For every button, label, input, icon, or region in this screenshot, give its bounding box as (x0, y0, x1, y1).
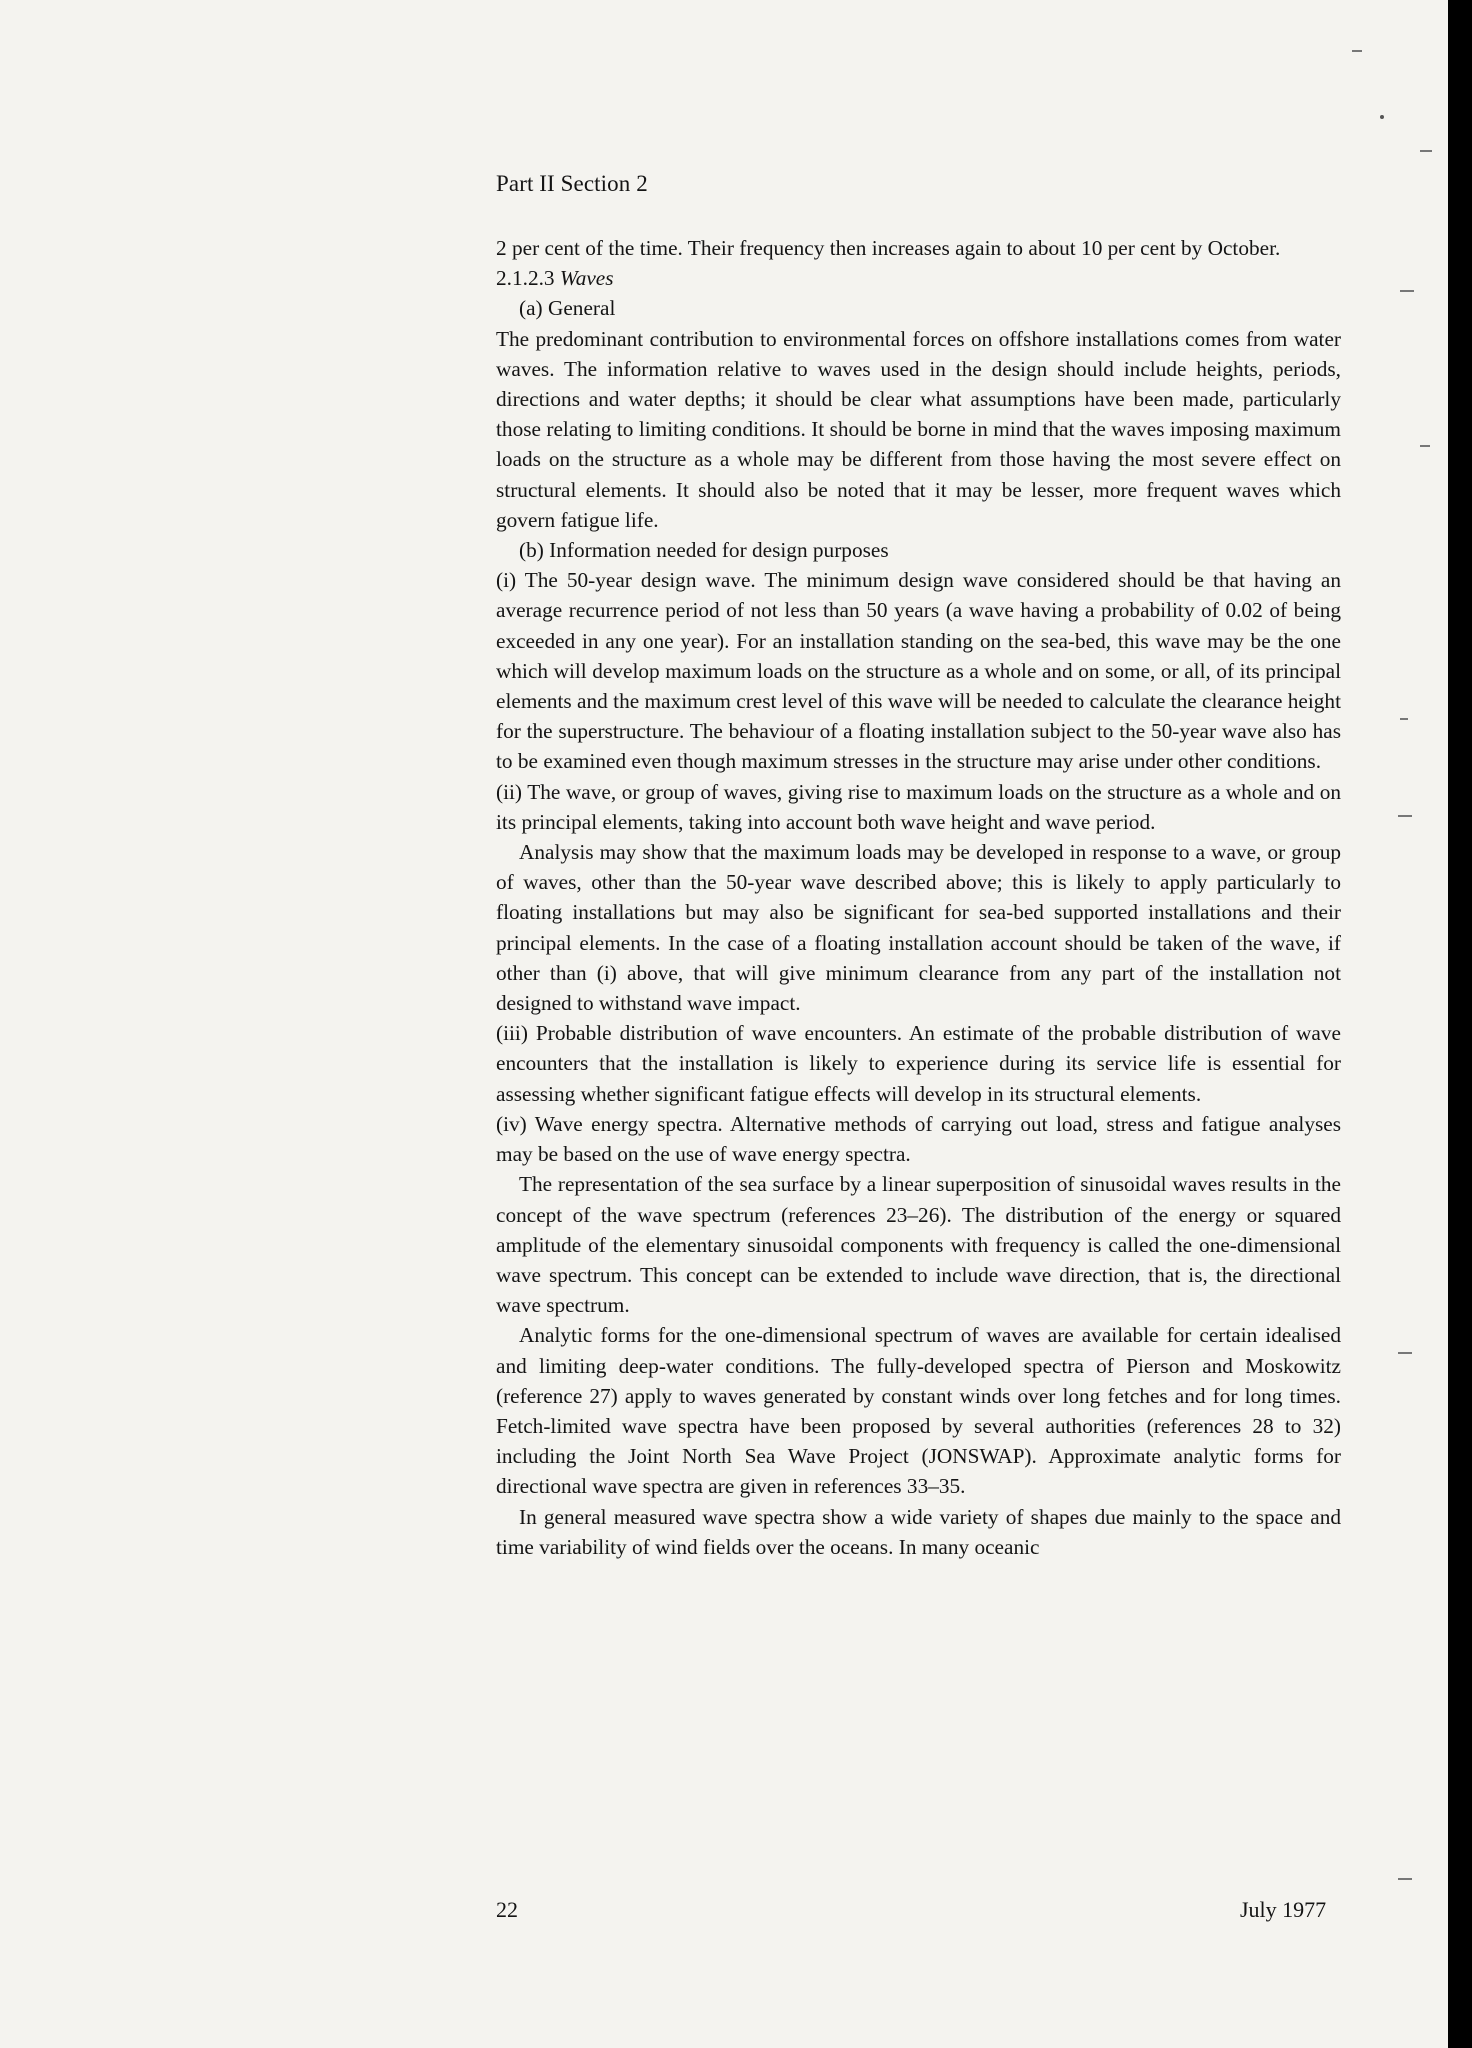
subheading-general: (a) General (519, 296, 616, 321)
scan-mark (1398, 815, 1412, 817)
scan-mark (1420, 150, 1432, 152)
scan-mark (1352, 50, 1362, 52)
subheading-design-info: (b) Information needed for design purposes (519, 538, 889, 563)
subsection-heading (496, 263, 1341, 293)
body-text (496, 233, 1341, 1562)
list-item: (iii) Probable distribution of wave encounters. An estimate of the probable distribution of wave encounters that the installation is likely to experience during its service life is essential for assessing whether significant fatigue effects will develop in its structural elements. (496, 1021, 1341, 1106)
subsection-title: Waves (559, 266, 614, 291)
paragraph: 2 per cent of the time. Their frequency then increases again to about 10 per cent by October. (496, 236, 1281, 260)
page-number: 22 (496, 1897, 518, 1922)
subsection-number: 2.1.2.3 (496, 266, 555, 291)
paragraph: In general measured wave spectra show a wide variety of shapes due mainly to the space and time variability of wind fields over the oceans. In many oceanic (496, 1504, 1341, 1559)
footer-date: July 1977 (1240, 1897, 1327, 1922)
paragraph: Analytic forms for the one-dimensional spectrum of waves are available for certain idealised and limiting deep-water conditions. The fully-developed spectra of Pierson and Moskowitz (reference 27) apply to waves generated by constant winds over long fetches and for long times. Fetch-limited wave spectra have been proposed by several authorities (references 28 to 32) including the Joint North Sea Wave Project (JONSWAP). Approximate analytic forms for directional wave spectra are given in references 33–35. (496, 1323, 1341, 1499)
scan-mark (1420, 445, 1430, 447)
paragraph: The predominant contribution to environmental forces on offshore installations comes from water waves. The information relative to waves used in the design should include heights, periods, directions and water depths; it should be clear what assumptions have been made, particularly those relating to limiting conditions. It should be borne in mind that the waves imposing maximum loads on the structure as a whole may be different from those having the most severe effect on structural elements. It should also be noted that it may be lesser, more frequent waves which govern fatigue life. (496, 326, 1341, 532)
scan-mark (1398, 1878, 1412, 1880)
paragraph: The representation of the sea surface by a linear superposition of sinusoidal waves results in the concept of the wave spectrum (references 23–26). The distribution of the energy or squared amplitude of the elementary sinusoidal components with frequency is called the one-dimensional wave spectrum. This concept can be extended to include wave direction, that is, the directional wave spectrum. (496, 1172, 1341, 1318)
list-item: (iv) Wave energy spectra. Alternative methods of carrying out load, stress and fatigue analyses may be based on the use of wave energy spectra. (496, 1111, 1341, 1167)
paragraph: Analysis may show that the maximum loads may be developed in response to a wave, or group of waves, other than the 50-year wave described above; this is likely to apply particularly to floating installations but may also be significant for sea-bed supported installations and their principal elements. In the case of a floating installation account should be taken of the wave, if other than (i) above, that will give minimum clearance from any part of the installation not designed to withstand wave impact. (496, 840, 1341, 1016)
scan-mark (1400, 718, 1408, 720)
list-item: (ii) The wave, or group of waves, giving rise to maximum loads on the structure as a whole and on its principal elements, taking into account both wave height and wave period. (496, 779, 1341, 834)
list-item: (i) The 50-year design wave. The minimum design wave considered should be that having an average recurrence period of not less than 50 years (a wave having a probability of 0.02 of being exceeded in any one year). For an installation standing on the sea-bed, this wave may be the one which will develop maximum loads on the structure as a whole and on some, or all, of its principal elements and the maximum crest level of this wave will be needed to calculate the clearance height for the superstructure. The behaviour of a floating installation subject to the 50-year wave also has to be examined even though maximum stresses in the structure may arise under other conditions. (496, 568, 1341, 774)
scan-mark (1400, 290, 1414, 292)
scan-mark (1380, 115, 1384, 119)
scan-mark (1398, 1352, 1412, 1354)
section-header: Part II Section 2 (496, 171, 648, 196)
